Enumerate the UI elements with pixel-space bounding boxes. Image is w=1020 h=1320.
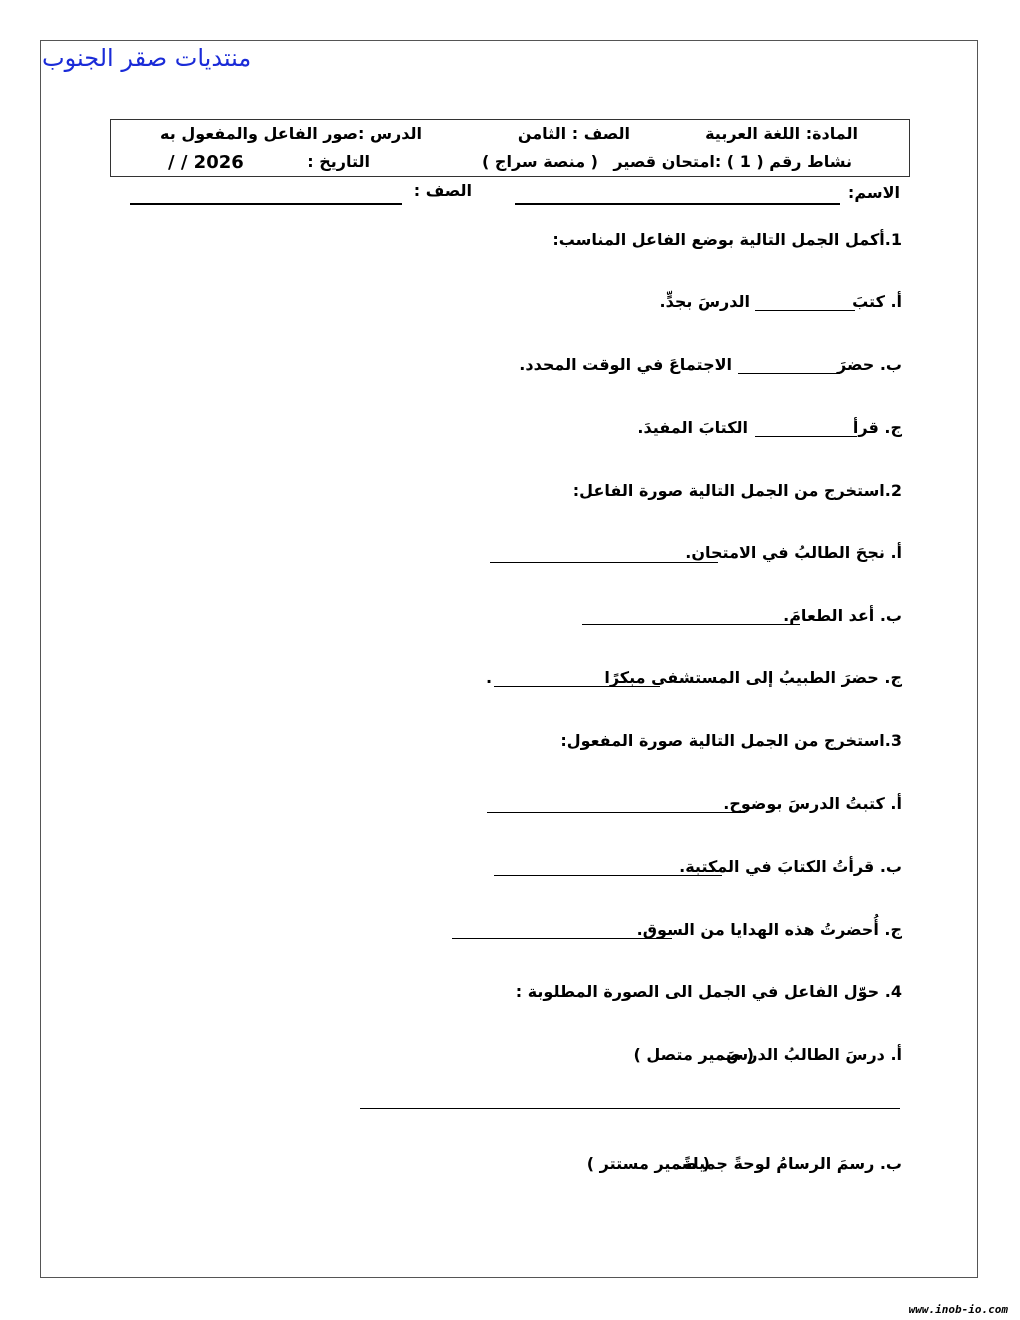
q1-a-prefix: أ. كتبَ xyxy=(852,292,902,311)
q3-c-text: ج. أُحضرتُ هذه الهدايا من السوق. xyxy=(636,920,902,939)
q4-a-answer[interactable] xyxy=(360,1108,900,1109)
q3-c-answer[interactable] xyxy=(452,938,672,939)
q1-c-suffix: الكتابَ المفيدَ. xyxy=(637,418,748,437)
page-frame xyxy=(40,40,978,1278)
footer-url[interactable]: www.inob-io.com xyxy=(908,1303,1008,1316)
q4-b-hint: ( ضمير مستتر ) xyxy=(586,1154,710,1173)
q2-a-answer[interactable] xyxy=(490,562,718,563)
q1-b-blank[interactable] xyxy=(738,373,840,374)
q1-b-suffix: الاجتماعَ في الوقت المحدد. xyxy=(519,355,732,374)
q2-b-answer[interactable] xyxy=(582,624,800,625)
name-field[interactable] xyxy=(515,203,840,205)
q2-b-text: ب. أعد الطعامَ. xyxy=(783,606,902,625)
class-field[interactable] xyxy=(130,203,402,205)
q1-a-suffix: الدرسَ بجدٍّ. xyxy=(659,292,750,311)
q4-b-text: ب. رسمَ الرسامُ لوحةً جميلةً. xyxy=(676,1154,902,1173)
q1-c-blank[interactable] xyxy=(755,436,857,437)
q2-title: 2.استخرج من الجمل التالية صورة الفاعل: xyxy=(572,481,902,500)
lesson-label: الدرس :صور الفاعل والمفعول به xyxy=(160,124,422,143)
date-value: / / 2026 xyxy=(168,152,244,173)
class-label: الصف : xyxy=(413,181,472,200)
q1-a-blank[interactable] xyxy=(755,310,855,311)
q2-c-period: . xyxy=(486,668,493,687)
q4-a-hint: ( ضمير متصل ) xyxy=(633,1045,754,1064)
site-title[interactable]: منتديات صقر الجنوب xyxy=(42,44,252,72)
q3-title: 3.استخرج من الجمل التالية صورة المفعول: xyxy=(560,731,902,750)
q3-a-answer[interactable] xyxy=(487,812,745,813)
q4-title: 4. حوّل الفاعل في الجمل الى الصورة المطلوبة : xyxy=(515,982,902,1001)
q1-title: 1.أكمل الجمل التالية بوضع الفاعل المناسب: xyxy=(552,230,902,249)
name-label: الاسم: xyxy=(847,183,900,202)
grade-label: الصف : الثامن xyxy=(517,124,630,143)
q1-c-prefix: ج. قرأ xyxy=(852,418,902,437)
q3-b-answer[interactable] xyxy=(494,875,722,876)
q3-a-text: أ. كتبتُ الدرسَ بوضوح. xyxy=(723,794,902,813)
q2-c-answer[interactable] xyxy=(494,686,660,687)
date-label: التاريخ : xyxy=(307,152,370,171)
subject-label: المادة: اللغة العربية xyxy=(705,124,858,143)
platform-label: ( منصة سراج ) xyxy=(482,152,598,171)
activity-label: نشاط رقم ( 1 ) :امتحان قصير xyxy=(613,152,852,171)
q1-b-prefix: ب. حضرَ xyxy=(837,355,902,374)
q2-c-text: ج. حضرَ الطبيبُ إلى المستشفى مبكرًا xyxy=(604,668,902,687)
q4-a-text: أ. درسَ الطالبُ الدرسَ. xyxy=(720,1045,902,1064)
q2-a-text: أ. نجحَ الطالبُ في الامتحان. xyxy=(685,543,902,562)
q3-b-text: ب. قرأتُ الكتابَ في المكتبة. xyxy=(679,857,902,876)
